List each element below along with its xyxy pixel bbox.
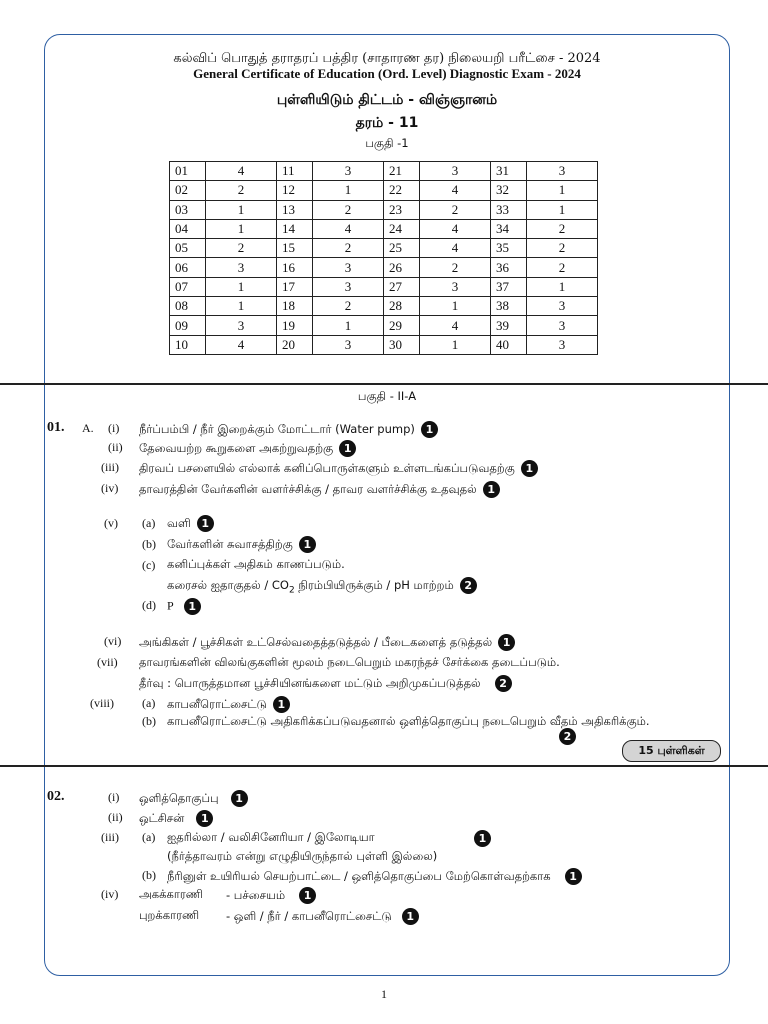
mark-badge: 1	[521, 460, 538, 477]
q1-v-a-label: (a)	[142, 516, 156, 530]
question-number-cell: 21	[384, 162, 420, 181]
answer-value-cell: 4	[420, 316, 491, 335]
q1-iii-label: (iii)	[101, 460, 119, 474]
answer-value-cell: 4	[420, 181, 491, 200]
answer-value-cell: 1	[527, 200, 598, 219]
answer-value-cell: 2	[313, 297, 384, 316]
answer-value-cell: 3	[527, 297, 598, 316]
question-number-cell: 02	[170, 181, 206, 200]
question-number-cell: 14	[277, 219, 313, 238]
q2-iv-label: (iv)	[101, 887, 119, 901]
mark-badge: 2	[495, 675, 512, 692]
q1-viii-b-answer: காபனீரொட்சைட்டு அதிகரிக்கப்படுவதனால் ஒளித்தொகுப்பு நடைபெறும் வீதம் அதிகரிக்கும்.	[167, 714, 650, 728]
mark-badge: 1	[299, 536, 316, 553]
answer-value-cell: 3	[313, 335, 384, 354]
answer-value-cell: 2	[206, 181, 277, 200]
answer-table-row	[170, 162, 598, 181]
answer-value-cell: 3	[420, 277, 491, 296]
question-number-cell: 17	[277, 277, 313, 296]
q2-ii-label: (ii)	[108, 810, 123, 824]
q1-vii-label: (vii)	[97, 655, 118, 669]
question-2-number: 02.	[47, 789, 65, 804]
mark-badge: 2	[559, 728, 576, 745]
mark-badge: 1	[339, 440, 356, 457]
q1-vi-label: (vi)	[104, 634, 122, 648]
question-number-cell: 31	[491, 162, 527, 181]
mark-badge: 1	[299, 887, 316, 904]
part-1-label: பகுதி -1	[365, 136, 409, 150]
section-divider-2	[0, 765, 768, 767]
question-number-cell: 25	[384, 239, 420, 258]
question-number-cell: 04	[170, 219, 206, 238]
answer-value-cell: 1	[313, 316, 384, 335]
q2-iii-b-label: (b)	[142, 868, 156, 882]
question-number-cell: 33	[491, 200, 527, 219]
question-number-cell: 24	[384, 219, 420, 238]
q1-v-d-label: (d)	[142, 598, 156, 612]
answer-value-cell: 3	[206, 258, 277, 277]
answer-value-cell: 1	[206, 200, 277, 219]
answer-value-cell: 2	[527, 258, 598, 277]
question-1-part-letter: A.	[82, 421, 94, 435]
q1-viii-a-answer: காபனீரொட்சைட்டு 1	[167, 696, 290, 713]
question-number-cell: 05	[170, 239, 206, 258]
answer-value-cell: 1	[313, 181, 384, 200]
question-number-cell: 08	[170, 297, 206, 316]
q2-iv-inner-factor: - பச்சையம் 1	[226, 887, 316, 904]
answer-value-cell: 3	[420, 162, 491, 181]
q1-v-c-answer: கனிப்புக்கள் அதிகம் காணப்படும்.	[167, 557, 345, 571]
answer-value-cell: 1	[206, 277, 277, 296]
q1-vii-solution: தீர்வு : பொருத்தமான பூச்சியினங்களை மட்டும் அறிமுகப்படுத்தல் 2	[139, 675, 512, 692]
q1-vii-answer: தாவரங்களின் விலங்குகளின் மூலம் நடைபெறும் மகரந்தச் சேர்க்கை தடைப்படும்.	[139, 655, 560, 669]
q2-ii-answer: ஒட்சிசன் 1	[139, 810, 213, 827]
question-number-cell: 13	[277, 200, 313, 219]
mark-badge: 1	[498, 634, 515, 651]
question-number-cell: 29	[384, 316, 420, 335]
part-2a-label: பகுதி - II-A	[357, 389, 417, 403]
question-number-cell: 34	[491, 219, 527, 238]
question-number-cell: 11	[277, 162, 313, 181]
q2-iv-inner-factor-label: அகக்காரணி	[139, 887, 203, 901]
q1-v-b-answer: வேர்களின் சுவாசத்திற்கு 1	[167, 536, 316, 553]
q1-iv-answer: தாவரத்தின் வேர்களின் வளர்ச்சிக்கு / தாவர வளர்ச்சிக்கு உதவுதல் 1	[139, 481, 500, 498]
mark-badge: 1	[474, 830, 491, 847]
question-number-cell: 35	[491, 239, 527, 258]
question-number-cell: 39	[491, 316, 527, 335]
q1-viii-b-label: (b)	[142, 714, 156, 728]
answer-value-cell: 1	[420, 297, 491, 316]
question-number-cell: 03	[170, 200, 206, 219]
question-number-cell: 10	[170, 335, 206, 354]
answer-table-row	[170, 200, 598, 219]
answer-table-row	[170, 335, 598, 354]
answer-value-cell: 3	[313, 277, 384, 296]
question-number-cell: 23	[384, 200, 420, 219]
q1-v-b-label: (b)	[142, 537, 156, 551]
q2-i-answer: ஒளித்தொகுப்பு 1	[139, 790, 248, 807]
q2-iv-outer-factor: - ஒளி / நீர் / காபனீரொட்சைட்டு 1	[226, 908, 419, 925]
answer-value-cell: 4	[313, 219, 384, 238]
q1-v-c-label: (c)	[142, 558, 156, 572]
question-number-cell: 19	[277, 316, 313, 335]
question-number-cell: 27	[384, 277, 420, 296]
answer-value-cell: 2	[206, 239, 277, 258]
mark-badge: 1	[421, 421, 438, 438]
question-number-cell: 15	[277, 239, 313, 258]
q1-i-label: (i)	[108, 421, 120, 435]
mark-badge: 1	[483, 481, 500, 498]
answer-value-cell: 1	[527, 181, 598, 200]
question-number-cell: 18	[277, 297, 313, 316]
mark-badge: 1	[273, 696, 290, 713]
answer-value-cell: 3	[313, 258, 384, 277]
answer-value-cell: 2	[527, 219, 598, 238]
answer-value-cell: 1	[206, 219, 277, 238]
question-number-cell: 37	[491, 277, 527, 296]
answer-value-cell: 2	[313, 200, 384, 219]
question-number-cell: 22	[384, 181, 420, 200]
question-number-cell: 30	[384, 335, 420, 354]
question-number-cell: 32	[491, 181, 527, 200]
answer-value-cell: 1	[527, 277, 598, 296]
q1-v-d-answer: P 1	[167, 598, 201, 615]
question-number-cell: 01	[170, 162, 206, 181]
question-number-cell: 36	[491, 258, 527, 277]
q2-iii-a-note: (நீர்த்தாவரம் என்று எழுதியிருந்தால் புள்ளி இல்லை)	[167, 849, 438, 863]
mark-badge: 1	[184, 598, 201, 615]
answer-table-row	[170, 219, 598, 238]
q2-iii-a-label: (a)	[142, 830, 156, 844]
page-number: 1	[381, 987, 387, 1001]
q2-iii-b-answer: நீரினுள் உயிரியல் செயற்பாட்டை / ஒளித்தொகுப்பை மேற்கொள்வதற்காக 1	[167, 868, 582, 885]
mark-badge: 1	[197, 515, 214, 532]
question-number-cell: 38	[491, 297, 527, 316]
mark-badge: 1	[402, 908, 419, 925]
question-1-number: 01.	[47, 420, 65, 435]
grade-label: தரம் - 11	[355, 115, 419, 131]
q1-v-c-answer-line2: கரைசல் ஐதாகுதல் / $CO_2$ நிரம்பியிருக்கும் / pH மாற்றம் 2	[167, 577, 477, 595]
q1-i-answer: நீர்ப்பம்பி / நீர் இறைக்கும் மோட்டார் (Water pump) 1	[139, 421, 438, 438]
q1-viii-label: (viii)	[90, 696, 114, 710]
mark-badge: 1	[196, 810, 213, 827]
q1-v-label: (v)	[104, 516, 118, 530]
question-number-cell: 40	[491, 335, 527, 354]
answer-value-cell: 2	[313, 239, 384, 258]
answer-table-row	[170, 258, 598, 277]
answer-value-cell: 3	[527, 335, 598, 354]
q2-i-label: (i)	[108, 790, 120, 804]
question-number-cell: 09	[170, 316, 206, 335]
q1-vi-answer: அங்கிகள் / பூச்சிகள் உட்செல்வதைத்தடுத்தல் / பீடைகளைத் தடுத்தல் 1	[139, 634, 515, 651]
answer-value-cell: 1	[420, 335, 491, 354]
q2-iv-outer-factor-label: புறக்காரணி	[139, 908, 200, 922]
answer-table-row	[170, 239, 598, 258]
q2-iii-label: (iii)	[101, 830, 119, 844]
question-number-cell: 06	[170, 258, 206, 277]
answer-table-row	[170, 297, 598, 316]
answer-value-cell: 4	[420, 239, 491, 258]
q1-v-a-answer: வளி 1	[167, 515, 214, 532]
answer-value-cell: 3	[313, 162, 384, 181]
answer-value-cell: 2	[420, 200, 491, 219]
answer-value-cell: 4	[206, 162, 277, 181]
header-english-title: General Certificate of Education (Ord. Level) Diagnostic Exam - 2024	[193, 66, 581, 81]
answer-table-row	[170, 277, 598, 296]
answer-value-cell: 2	[527, 239, 598, 258]
question-number-cell: 16	[277, 258, 313, 277]
q1-ii-answer: தேவையற்ற கூறுகளை அகற்றுவதற்கு 1	[139, 440, 356, 457]
question-number-cell: 26	[384, 258, 420, 277]
q1-iii-answer: திரவப் பசளையில் எல்லாக் கனிப்பொருள்களும் உள்ளடங்கப்படுவதற்கு 1	[139, 460, 538, 477]
mark-badge: 1	[231, 790, 248, 807]
answer-value-cell: 4	[206, 335, 277, 354]
answer-value-cell: 3	[527, 162, 598, 181]
answer-value-cell: 1	[206, 297, 277, 316]
question-number-cell: 28	[384, 297, 420, 316]
answer-value-cell: 4	[420, 219, 491, 238]
q1-total-marks-badge: 15 புள்ளிகள்	[622, 740, 721, 762]
mark-badge: 2	[460, 577, 477, 594]
question-number-cell: 07	[170, 277, 206, 296]
mark-badge: 1	[565, 868, 582, 885]
question-number-cell: 20	[277, 335, 313, 354]
section-divider-1	[0, 383, 768, 385]
marking-scheme-title: புள்ளியிடும் திட்டம் - விஞ்ஞானம்	[276, 92, 498, 108]
mcq-answer-table	[169, 161, 598, 355]
q2-iii-a-answer: ஐதரில்லா / வலிசினேரியா / இலோடியா	[167, 830, 375, 844]
answer-value-cell: 3	[206, 316, 277, 335]
answer-table-row	[170, 181, 598, 200]
answer-value-cell: 3	[527, 316, 598, 335]
answer-value-cell: 2	[420, 258, 491, 277]
q1-ii-label: (ii)	[108, 440, 123, 454]
q1-viii-a-label: (a)	[142, 696, 156, 710]
question-number-cell: 12	[277, 181, 313, 200]
answer-table-row	[170, 316, 598, 335]
q1-iv-label: (iv)	[101, 481, 119, 495]
header-tamil-title: கல்விப் பொதுத் தராதரப் பத்திர (சாதாரண தர) நிலையறி பரீட்சை - 2024	[173, 51, 601, 66]
